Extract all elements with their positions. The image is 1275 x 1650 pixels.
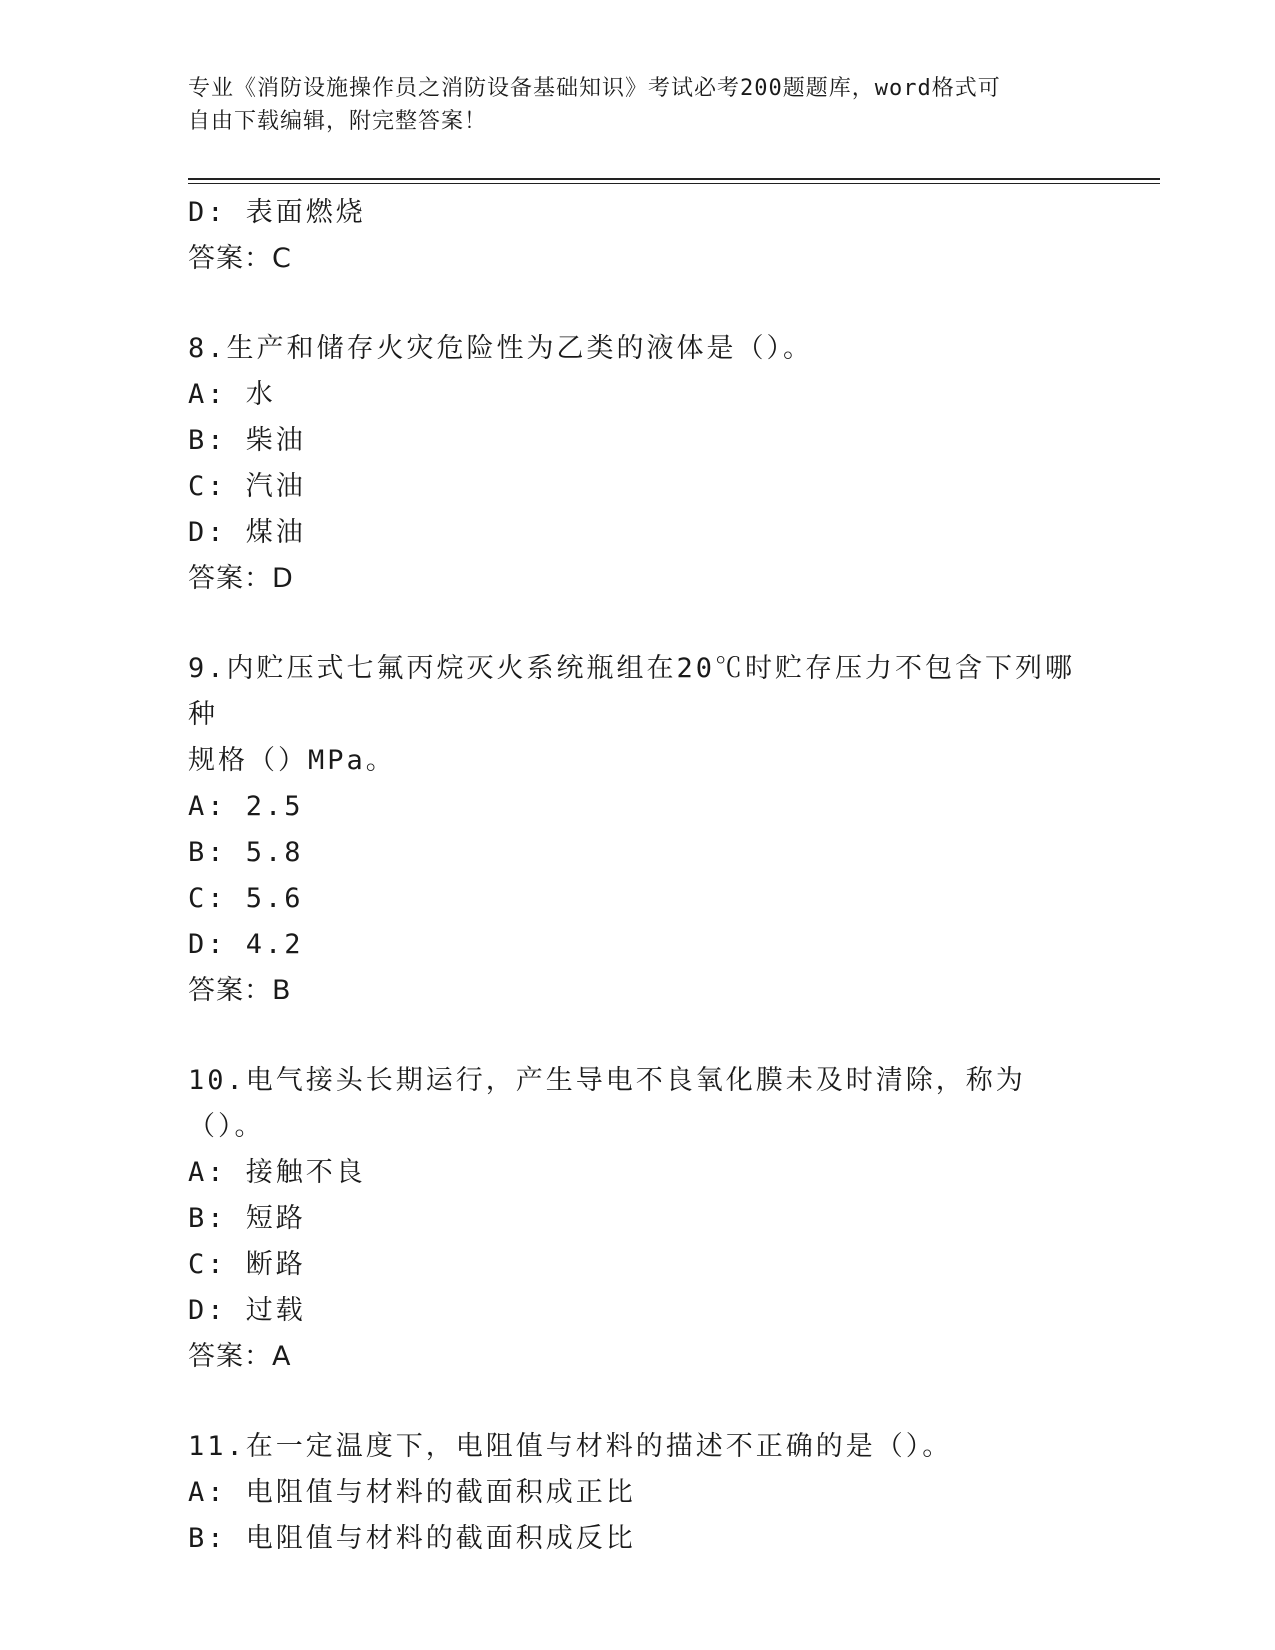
- page-header: [188, 72, 1068, 138]
- option-c: C: 汽油: [188, 471, 306, 502]
- option-b: B: 柴油: [188, 425, 306, 456]
- question-text: 8.生产和储存火灾危险性为乙类的液体是（）。: [188, 333, 814, 364]
- option-b: B: 电阻值与材料的截面积成反比: [188, 1523, 636, 1554]
- option-a: A: 电阻值与材料的截面积成正比: [188, 1477, 636, 1508]
- question-text: 11.在一定温度下，电阻值与材料的描述不正确的是（）。: [188, 1431, 953, 1462]
- answer-label: 答案：D: [188, 563, 294, 594]
- question-8: [188, 326, 1088, 602]
- header-divider-thin: [188, 183, 1160, 184]
- option-a: A: 2.5: [188, 791, 304, 822]
- option-a: A: 水: [188, 379, 276, 410]
- option-a: A: 接触不良: [188, 1157, 366, 1188]
- option-b: B: 短路: [188, 1203, 306, 1234]
- question-text: 10.电气接头长期运行，产生导电不良氧化膜未及时清除，称为（）。: [188, 1065, 1026, 1142]
- question-text-line2: 规格（）MPa。: [188, 745, 396, 776]
- header-title-line2: 自由下载编辑，附完整答案！: [188, 109, 488, 134]
- option-c: C: 5.6: [188, 883, 304, 914]
- option-d: D: 4.2: [188, 929, 304, 960]
- answer-label: 答案：B: [188, 975, 292, 1006]
- answer-label: 答案：A: [188, 1341, 292, 1372]
- option-d: D: 表面燃烧: [188, 197, 366, 228]
- question-text-line1: 9.内贮压式七氟丙烷灭火系统瓶组在20℃时贮存压力不包含下列哪种: [188, 653, 1076, 730]
- question-11: [188, 1424, 1088, 1562]
- answer-label: 答案：C: [188, 243, 292, 274]
- option-c: C: 断路: [188, 1249, 306, 1280]
- header-title-line1: 专业《消防设施操作员之消防设备基础知识》考试必考200题题库，word格式可: [188, 76, 1001, 101]
- carryover-question: [188, 190, 1088, 282]
- header-divider-thick: [188, 178, 1160, 180]
- question-9: [188, 646, 1088, 1014]
- question-10: [188, 1058, 1088, 1380]
- question-list: [188, 190, 1088, 1562]
- option-d: D: 煤油: [188, 517, 306, 548]
- option-d: D: 过载: [188, 1295, 306, 1326]
- option-b: B: 5.8: [188, 837, 304, 868]
